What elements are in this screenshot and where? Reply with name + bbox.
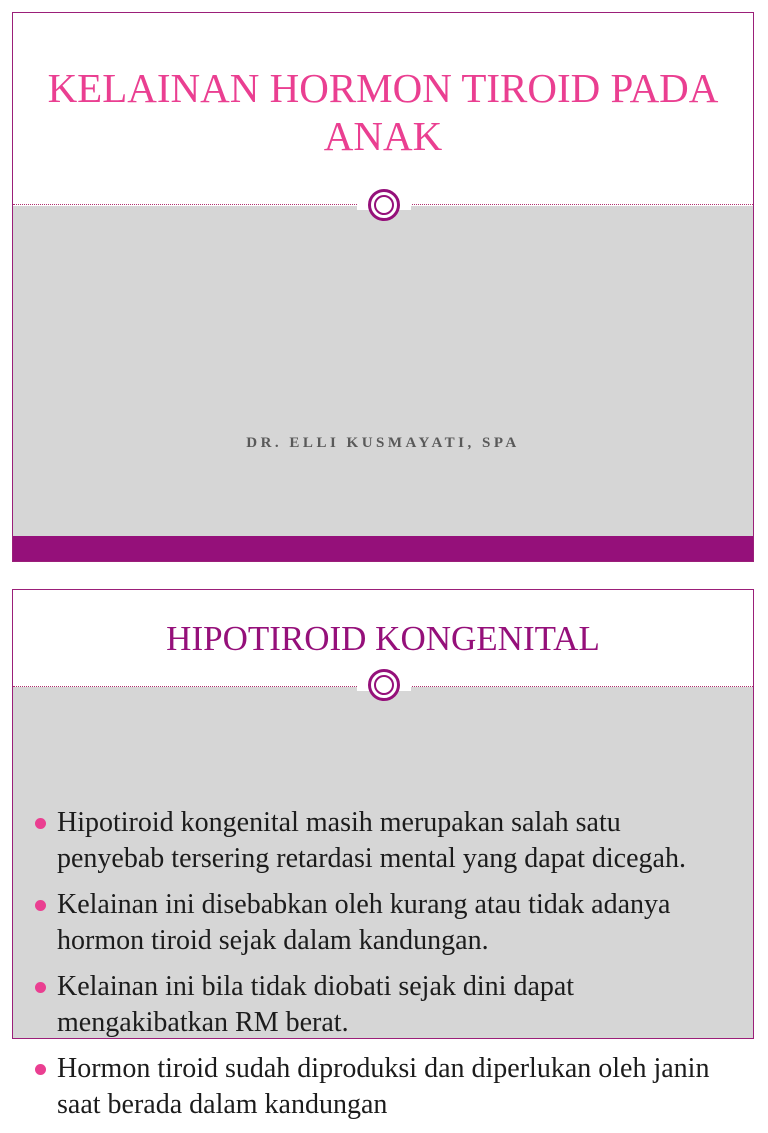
bullet-item xyxy=(57,1051,733,1123)
bullet-dot-icon xyxy=(35,982,46,993)
bullet-text: Kelainan ini disebabkan oleh kurang atau tidak adanya hormon tiroid sejak dalam kandungan. xyxy=(57,889,671,956)
title-area xyxy=(13,13,753,204)
slide-content xyxy=(12,589,754,1120)
bullet-item xyxy=(57,805,733,877)
content-area xyxy=(13,206,753,561)
slide-title xyxy=(12,12,754,562)
bullet-text: Hipotiroid kongenital masih merupakan salah satu penyebab tersering retardasi mental yang dapat dicegah. xyxy=(57,807,686,874)
footer-bar xyxy=(13,536,753,561)
bullet-dot-icon xyxy=(35,818,46,829)
bullet-item xyxy=(57,969,733,1041)
bullet-text: Hormon tiroid sudah diproduksi dan diperlukan oleh janin saat berada dalam kandungan xyxy=(57,1053,710,1120)
slide-title: HIPOTIROID KONGENITAL xyxy=(166,618,600,658)
author-subtitle: DR. ELLI KUSMAYATI, SPA xyxy=(246,435,520,451)
bullet-list xyxy=(13,805,753,1133)
bullet-dot-icon xyxy=(35,1064,46,1075)
presentation-title: KELAINAN HORMON TIROID PADA ANAK xyxy=(47,64,719,159)
ring-ornament-icon xyxy=(368,189,400,221)
content-area xyxy=(13,687,753,1120)
ring-ornament-icon xyxy=(368,669,400,701)
bullet-text: Kelainan ini bila tidak diobati sejak dini dapat mengakibatkan RM berat. xyxy=(57,971,575,1038)
bullet-item xyxy=(57,887,733,959)
bullet-dot-icon xyxy=(35,900,46,911)
